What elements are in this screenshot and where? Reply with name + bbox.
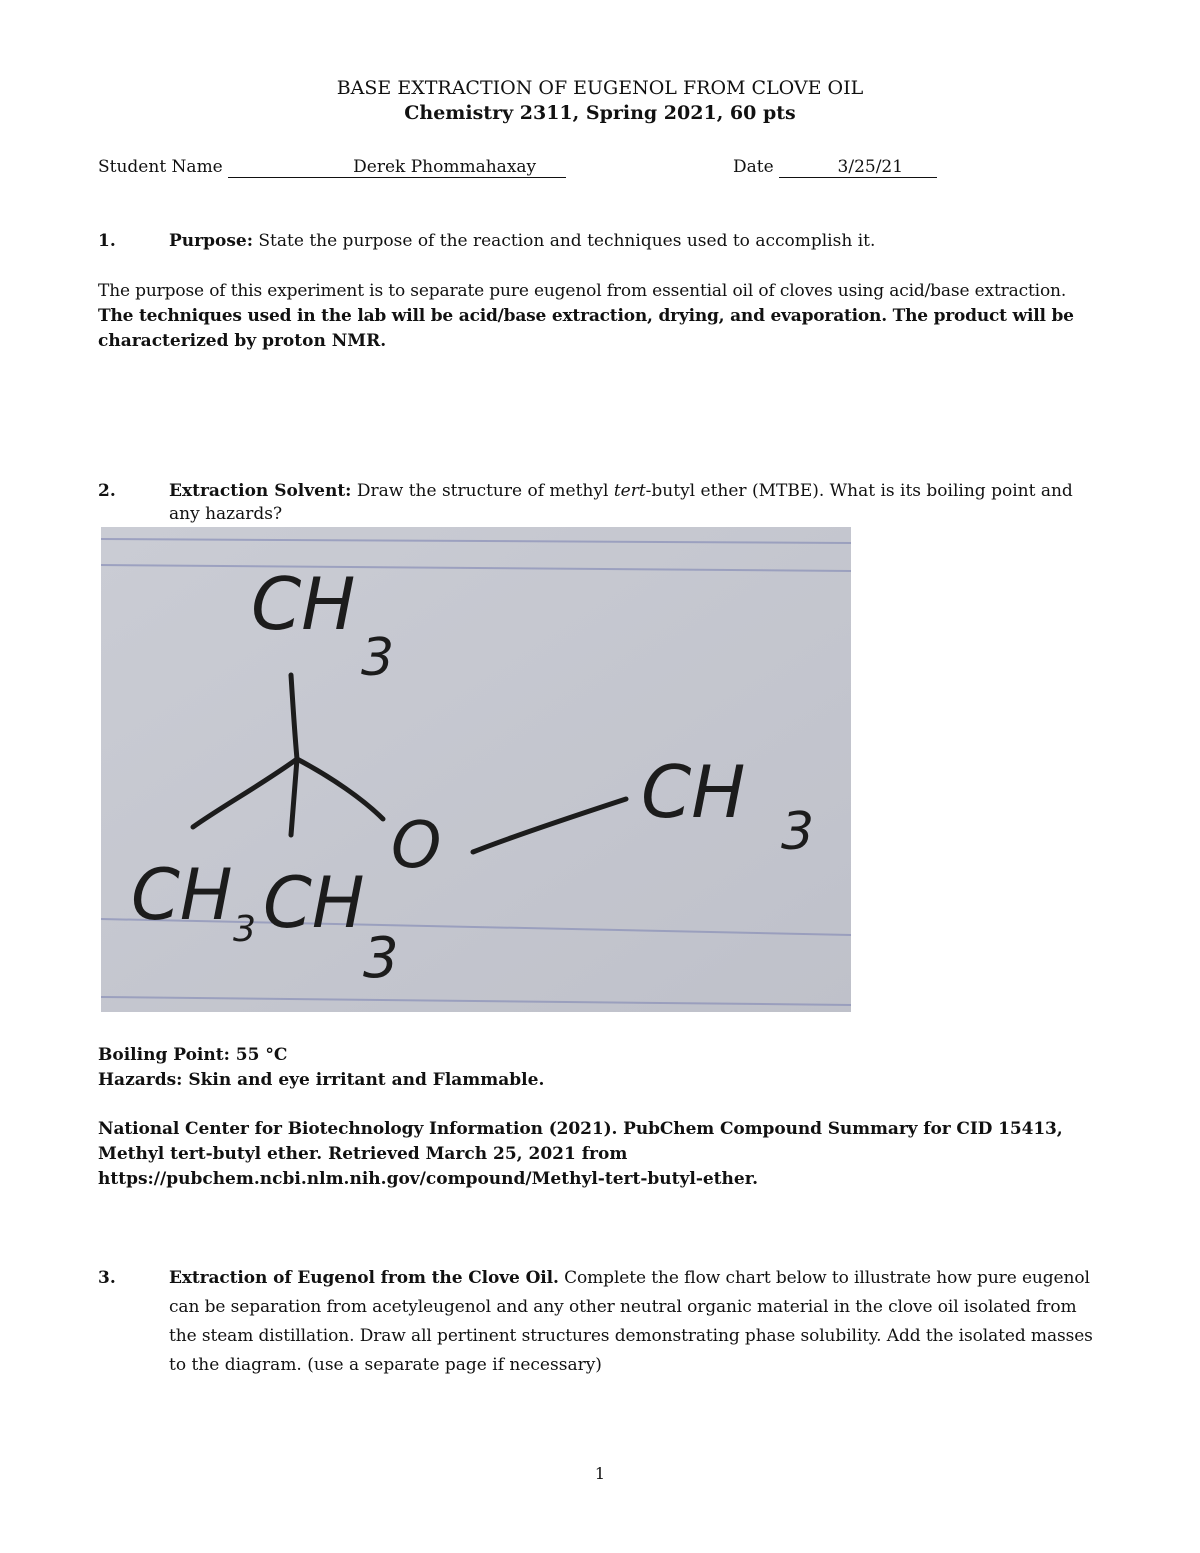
q1-answer-line1: The purpose of this experiment is to separate pure eugenol from essential oil of cloves using acid/base extraction. — [98, 281, 1067, 301]
label-right-sub: 3 — [781, 802, 815, 862]
date-label: Date — [733, 157, 774, 177]
mtbe-drawing — [101, 527, 851, 1012]
label-top-sub: 3 — [361, 628, 395, 688]
label-bottom-mid-ch: CH — [263, 862, 365, 944]
label-bottom-mid-sub: 3 — [363, 926, 399, 991]
q2-prompt — [169, 479, 1073, 503]
date-field — [779, 157, 937, 178]
date-row — [733, 155, 937, 179]
student-name-row — [98, 155, 566, 179]
boiling-point: Boiling Point: 55 °C — [98, 1045, 288, 1065]
q1-answer-bold-line1: The techniques used in the lab will be acid/base extraction, drying, and evaporation. The product will be — [98, 306, 1074, 326]
q3-prompt-line1 — [169, 1266, 1090, 1290]
student-name-field — [228, 157, 566, 178]
label-bottom-left-sub: 3 — [233, 909, 256, 950]
q3-prompt-line3: the steam distillation. Draw all pertinent structures demonstrating phase solubility. Add the isolated masses — [169, 1326, 1093, 1346]
q2-heading: Extraction Solvent: — [169, 481, 352, 501]
document-title: BASE EXTRACTION OF EUGENOL FROM CLOVE OIL — [336, 77, 864, 99]
date-value: 3/25/21 — [837, 157, 904, 177]
q3-number: 3. — [98, 1268, 116, 1288]
label-bottom-left-ch: CH — [131, 854, 233, 936]
mtbe-structure-photo — [101, 527, 851, 1012]
citation-line2: Methyl tert-butyl ether. Retrieved March 25, 2021 from — [98, 1144, 628, 1164]
document-subtitle: Chemistry 2311, Spring 2021, 60 pts — [404, 102, 796, 124]
q3-prompt-line2: can be separation from acetyleugenol and any other neutral organic material in the clove oil isolated from — [169, 1297, 1077, 1317]
q1-number: 1. — [98, 231, 116, 251]
label-right-ch: CH — [641, 750, 746, 834]
q1-prompt — [169, 229, 875, 253]
q1-prompt-text: State the purpose of the reaction and techniques used to accomplish it. — [258, 231, 876, 251]
label-oxygen: O — [391, 809, 442, 883]
student-name-value: Derek Phommahaxay — [353, 157, 537, 177]
page-number: 1 — [594, 1464, 606, 1483]
citation-line3: https://pubchem.ncbi.nlm.nih.gov/compound/Methyl-tert-butyl-ether. — [98, 1169, 759, 1189]
citation-line1: National Center for Biotechnology Information (2021). PubChem Compound Summary for CID 15413, — [98, 1119, 1063, 1139]
hazards: Hazards: Skin and eye irritant and Flammable. — [98, 1070, 545, 1090]
q2-prompt-b: -butyl ether (MTBE). What is its boiling point and — [645, 481, 1073, 501]
q1-answer-bold-line2: characterized by proton NMR. — [98, 331, 387, 351]
q2-prompt-a: Draw the structure of methyl — [356, 481, 609, 501]
q1-heading: Purpose: — [169, 231, 253, 251]
q2-number: 2. — [98, 481, 116, 501]
q3-prompt-text: Complete the flow chart below to illustrate how pure eugenol — [564, 1268, 1090, 1288]
q3-heading: Extraction of Eugenol from the Clove Oil. — [169, 1268, 559, 1288]
label-top-ch: CH — [251, 562, 356, 646]
q3-prompt-line4: to the diagram. (use a separate page if necessary) — [169, 1355, 602, 1375]
student-name-label: Student Name — [98, 157, 223, 177]
q1-prompt-row — [98, 229, 116, 253]
q2-prompt-line2: any hazards? — [169, 504, 283, 524]
q2-prompt-italic: tert — [613, 481, 646, 501]
